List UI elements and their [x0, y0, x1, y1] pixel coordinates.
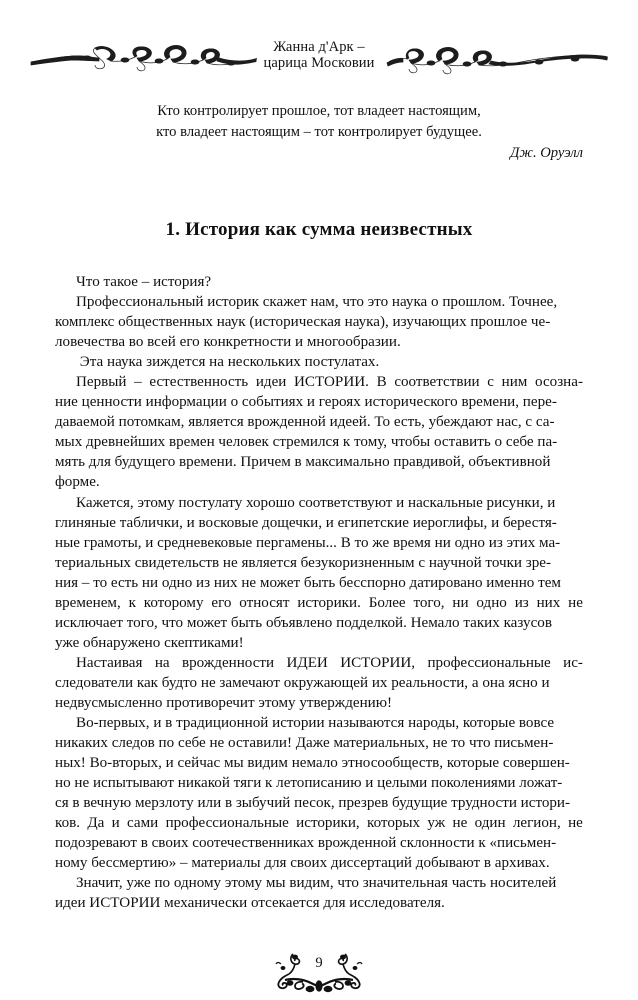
paragraph — [55, 292, 583, 352]
word: не — [568, 815, 583, 832]
epigraph-line-2: кто владеет настоящим – тот контролирует будущее. — [156, 124, 482, 140]
paragraph — [55, 272, 583, 292]
word: которых — [367, 815, 421, 832]
word: Настаивая — [76, 654, 143, 671]
text-line — [55, 813, 583, 833]
text-line: ные грамоты, и средневековые пергамены... В то же время ни одно из этих ма- — [55, 534, 561, 551]
text-line — [55, 593, 583, 613]
running-header — [0, 30, 638, 82]
word: уж — [427, 815, 446, 832]
epigraph-line-1: Кто контролирует прошлое, тот владеет настоящим, — [157, 103, 481, 119]
word: не — [568, 594, 583, 611]
text-line: ных! Во-вторых, и сейчас мы видим немало этносообществ, которые совершен- — [55, 755, 570, 772]
word: – — [134, 374, 142, 391]
word: одно — [476, 594, 507, 611]
body-text — [55, 272, 583, 914]
floral-vine-ornament-icon — [259, 948, 379, 996]
text-line: даваемой потомкам, является врожденной идеей. То есть, убеждают нас, с са- — [55, 414, 555, 431]
text-line: Профессиональный историк скажет нам, что это наука о прошлом. Точнее, — [76, 294, 558, 311]
text-line: Кажется, этому постулату хорошо соответствуют и наскальные рисунки, и — [76, 494, 556, 511]
word: Первый — [76, 374, 127, 391]
text-line: следователи как будто не замечают окружающей их реальности, а она ясно и — [55, 674, 550, 691]
paragraph — [55, 873, 583, 913]
word: профессиональные — [165, 815, 289, 832]
word: ИСТОРИИ, — [340, 654, 416, 671]
running-head-line-2: царица Московии — [263, 55, 375, 71]
word: врожденности — [182, 654, 275, 671]
page-number: 9 — [315, 955, 323, 971]
word: ИДЕИ — [286, 654, 328, 671]
word: и — [111, 815, 120, 832]
word: из — [514, 594, 529, 611]
text-line: форме. — [55, 474, 100, 491]
word: с — [487, 374, 494, 391]
word: ков. — [55, 815, 81, 832]
word: к — [128, 594, 136, 611]
running-head-line-1: Жанна д'Арк – — [273, 38, 365, 55]
paragraph — [55, 372, 583, 492]
word: естественность — [149, 374, 249, 391]
word: Да — [87, 815, 105, 832]
word: относят — [239, 594, 290, 611]
text-line: ния – то есть ни одно из них не может быть бесспорно датировано именно тем — [55, 574, 561, 591]
word: легион, — [512, 815, 561, 832]
text-line — [55, 653, 583, 673]
text-line: мять для будущего времени. Причем в максимально правдивой, объективной — [55, 454, 551, 471]
text-line: ние ценности информации о событиях и героях исторического времени, пере- — [55, 394, 557, 411]
word: ним — [501, 374, 528, 391]
text-line: никаких следов по себе не оставили! Даже материальных, не то что письмен- — [55, 735, 554, 752]
text-line: но не испытывают никакой тяги к летописанию и целыми поколениями ложат- — [55, 775, 563, 792]
word: Более — [368, 594, 406, 611]
word: ИСТОРИИ. — [294, 374, 369, 391]
word: В — [376, 374, 387, 391]
word: идеи — [255, 374, 287, 391]
word: ис- — [563, 654, 583, 671]
text-line: териальных свидетельств не является безукоризненным с научной точки зре- — [55, 554, 551, 571]
text-line: комплекс общественных наук (историческая наука), изучающих прошлое че- — [55, 314, 551, 331]
text-line: ся в вечную мерзлоту или в зыбучий песок, презрев будущие трудности истори- — [55, 795, 571, 812]
text-line: подозревают в своих соотечественниках врожденной склонности к «письмен- — [55, 835, 557, 852]
text-line: Эта наука зиждется на нескольких постулатах. — [76, 354, 380, 371]
word: историки. — [297, 594, 361, 611]
text-line — [55, 372, 583, 392]
word: соответствии — [394, 374, 480, 391]
chapter-title: 1. История как сумма неизвестных — [165, 218, 473, 240]
text-line: глиняные таблички, и восковые дощечки, и египетские иероглифы, и берестя- — [55, 514, 557, 531]
word: них — [536, 594, 561, 611]
word: на — [154, 654, 170, 671]
word: один — [474, 815, 506, 832]
paragraph — [55, 352, 583, 372]
word: того, — [413, 594, 445, 611]
text-line: Во-первых, и в традиционной истории называются народы, которые вовсе — [76, 715, 555, 732]
text-line: ловечества во всей его конкретности и многообразии. — [55, 334, 401, 351]
word: историки, — [296, 815, 360, 832]
word: которому — [143, 594, 204, 611]
text-line: идеи ИСТОРИИ механически отсекается для исследователя. — [55, 895, 445, 912]
epigraph-author: Дж. Оруэлл — [510, 145, 583, 161]
word: ни — [452, 594, 469, 611]
text-line: уже обнаружено скептиками! — [55, 634, 244, 651]
word: не — [452, 815, 468, 832]
text-line: Что такое – история? — [76, 274, 212, 290]
ribbon-scroll-ornament-icon — [29, 37, 257, 75]
running-head-title — [263, 39, 374, 74]
word: осозна- — [535, 374, 583, 391]
paragraph — [55, 653, 583, 713]
paragraph — [55, 493, 583, 653]
word: его — [211, 594, 232, 611]
text-line: недвусмысленно противоречит этому утверждению! — [55, 694, 393, 711]
word: профессиональные — [427, 654, 551, 671]
word: временем, — [55, 594, 121, 611]
text-line: исключает того, что может быть объявлено подделкой. Немало таких казусов — [55, 614, 552, 631]
text-line: Значит, уже по одному этому мы видим, что значительная часть носителей — [76, 875, 557, 892]
text-line: ному бессмертию» – материалы для своих диссертаций добывают в архивах. — [55, 855, 550, 872]
word: сами — [127, 815, 159, 832]
epigraph — [55, 101, 583, 143]
ribbon-scroll-ornament-icon — [381, 37, 609, 75]
paragraph — [55, 713, 583, 873]
text-line: мых древнейших времен человек стремился к тому, чтобы оставить о себе па- — [55, 434, 558, 451]
